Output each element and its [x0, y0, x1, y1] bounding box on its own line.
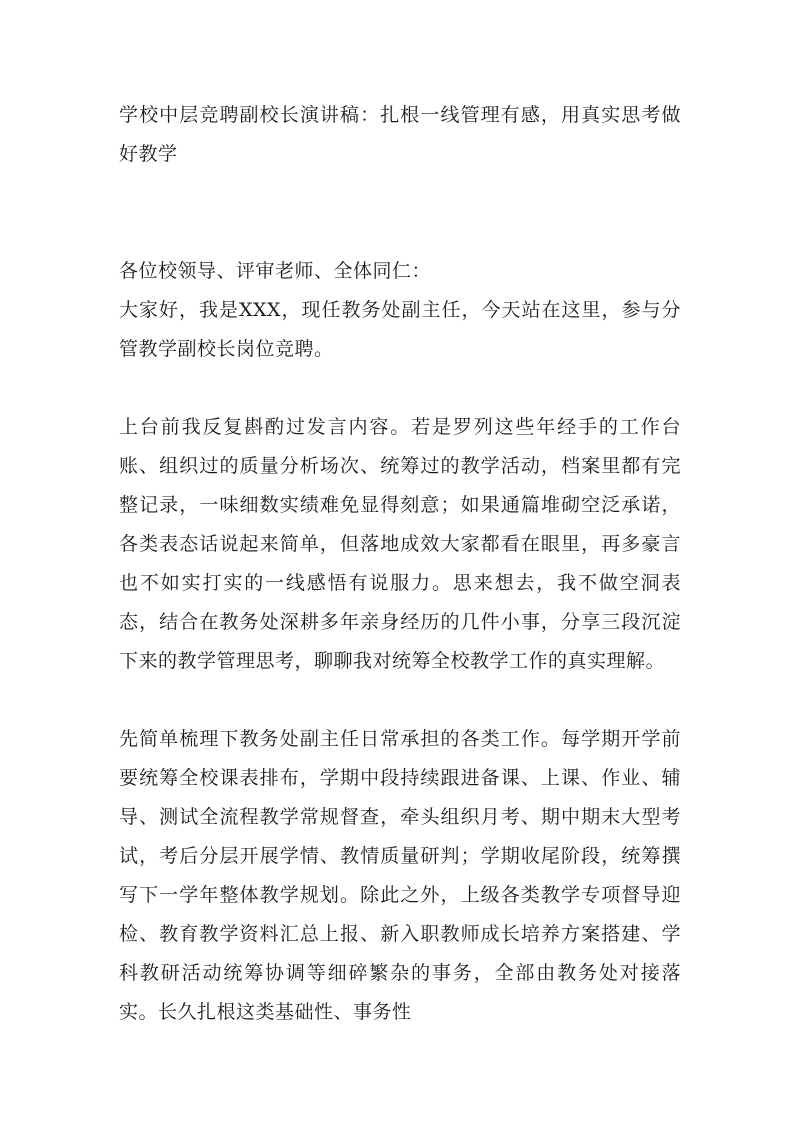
blank-line — [119, 213, 681, 252]
paragraph-duties: 先简单梳理下教务处副主任日常承担的各类工作。每学期开学前要统筹全校课表排布，学期中段持续跟进备课、上课、作业、辅导、测试全流程教学常规督查，牵头组织月考、期中期末大型考试，考后分层开展学情、教情质量研判；学期收尾阶段，统筹撰写下一学年整体教学规划。除此之外，上级各类教学专项督导迎检、教育教学资料汇总上报、新入职教师成长培养方案搭建、学科教研活动统筹协调等细碎繁杂的事务，全部由教务处对接落实。长久扎根这类基础性、事务性 — [119, 728, 681, 1023]
document-body — [119, 96, 681, 1032]
paragraph-reflection: 上台前我反复斟酌过发言内容。若是罗列这些年经手的工作台账、组织过的质量分析场次、统筹过的教学活动，档案里都有完整记录，一味细数实绩难免显得刻意；如果通篇堆砌空泛承诺，各类表态话说起来简单，但落地成效大家都看在眼里，再多豪言也不如实打实的一线感悟有说服力。思来想去，我不做空洞表态，结合在教务处深耕多年亲身经历的几件小事，分享三段沉淀下来的教学管理思考，聊聊我对统筹全校教学工作的真实理解。 — [119, 416, 681, 672]
blank-line — [119, 369, 681, 408]
document-title: 学校中层竞聘副校长演讲稿：扎根一线管理有感，用真实思考做好教学 — [119, 104, 681, 165]
paragraph-introduction: 大家好，我是XXX，现任教务处副主任，今天站在这里，参与分管教学副校长岗位竞聘。 — [119, 299, 681, 360]
salutation: 各位校领导、评审老师、全体同仁： — [119, 260, 432, 282]
blank-line — [119, 681, 681, 720]
